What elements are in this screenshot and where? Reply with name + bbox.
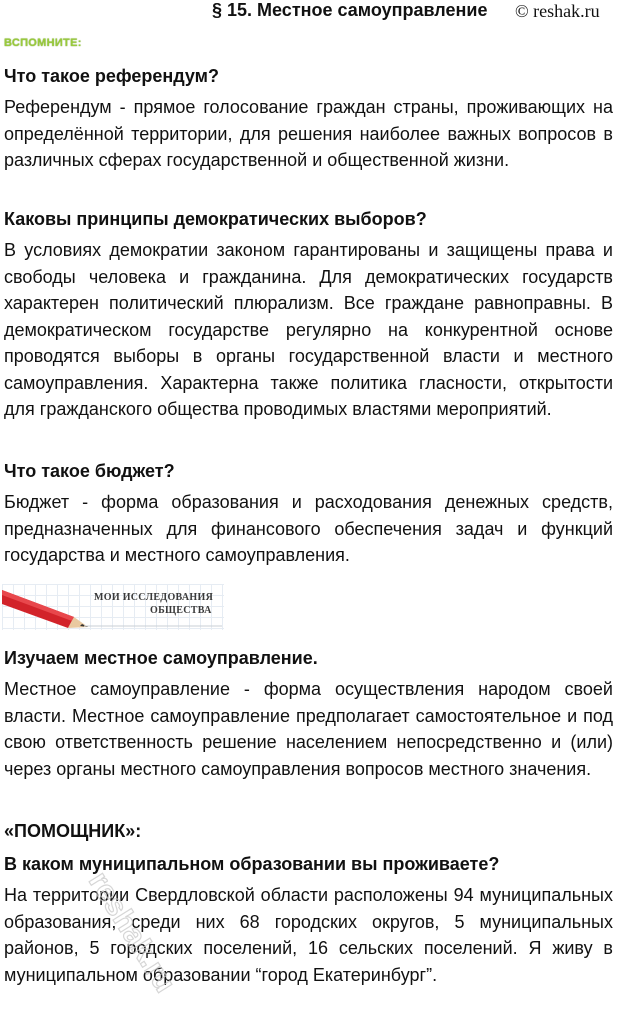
helper-section bbox=[4, 819, 613, 988]
question-heading: Что такое референдум? bbox=[4, 66, 219, 86]
page-header bbox=[0, 0, 619, 24]
research-text: Местное самоуправление - форма осуществления народом своей власти. Местное самоуправление предполагает самостоятельное и под свою ответственность решение населением непосредственно и (или) через органы местного самоуправления вопросов местного значения. bbox=[4, 679, 613, 779]
question-heading: Каковы принципы демократических выборов? bbox=[4, 209, 427, 229]
answer-text: В условиях демократии законом гарантированы и защищены права и свободы человека и гражданина. Для демократических государств характерен политический плюрализм. Все граждане равноправны. В демократическом государстве регулярно на конкурентной основе проводятся выборы в органы государственной власти и местного самоуправления. Характерна также политика гласности, открытости для гражданского общества проводимых властями мероприятий. bbox=[4, 240, 613, 419]
research-heading: Изучаем местное самоуправление. bbox=[4, 648, 318, 668]
helper-label: «ПОМОЩНИК»: bbox=[4, 821, 142, 841]
qa-item-elections bbox=[4, 207, 613, 423]
banner-title-line1: МОИ ИССЛЕДОВАНИЯ bbox=[94, 592, 214, 603]
qa-item-referendum bbox=[4, 64, 613, 174]
research-banner bbox=[2, 584, 224, 630]
section-title: § 15. Местное самоуправление bbox=[212, 0, 488, 20]
helper-question: В каком муниципальном образовании вы проживаете? bbox=[4, 854, 500, 874]
svg-text:reshak.ru: reshak.ru bbox=[82, 866, 182, 999]
answer-text: Бюджет - форма образования и расходования денежных средств, предназначенных для финансового обеспечения задач и функций государства и местного самоуправления. bbox=[4, 492, 613, 565]
qa-item-budget bbox=[4, 459, 613, 569]
source-credit: © reshak.ru bbox=[515, 1, 600, 21]
helper-answer: На территории Свердловской области расположены 94 муниципальных образования, среди них 68 городских округов, 5 муниципальных районов, 5 городских поселений, 16 сельских поселений. Я живу в муниципальном образовании “город Екатеринбург”. bbox=[4, 885, 613, 985]
answer-text: Референдум - прямое голосование граждан страны, проживающих на определённой территории, для решения наиболее важных вопросов в различных сферах государственной и общественной жизни. bbox=[4, 97, 613, 170]
question-heading: Что такое бюджет? bbox=[4, 461, 175, 481]
banner-title-line2: ОБЩЕСТВА bbox=[150, 605, 212, 616]
remember-label: ВСПОМНИТЕ: bbox=[4, 37, 82, 49]
research-section bbox=[4, 646, 613, 782]
